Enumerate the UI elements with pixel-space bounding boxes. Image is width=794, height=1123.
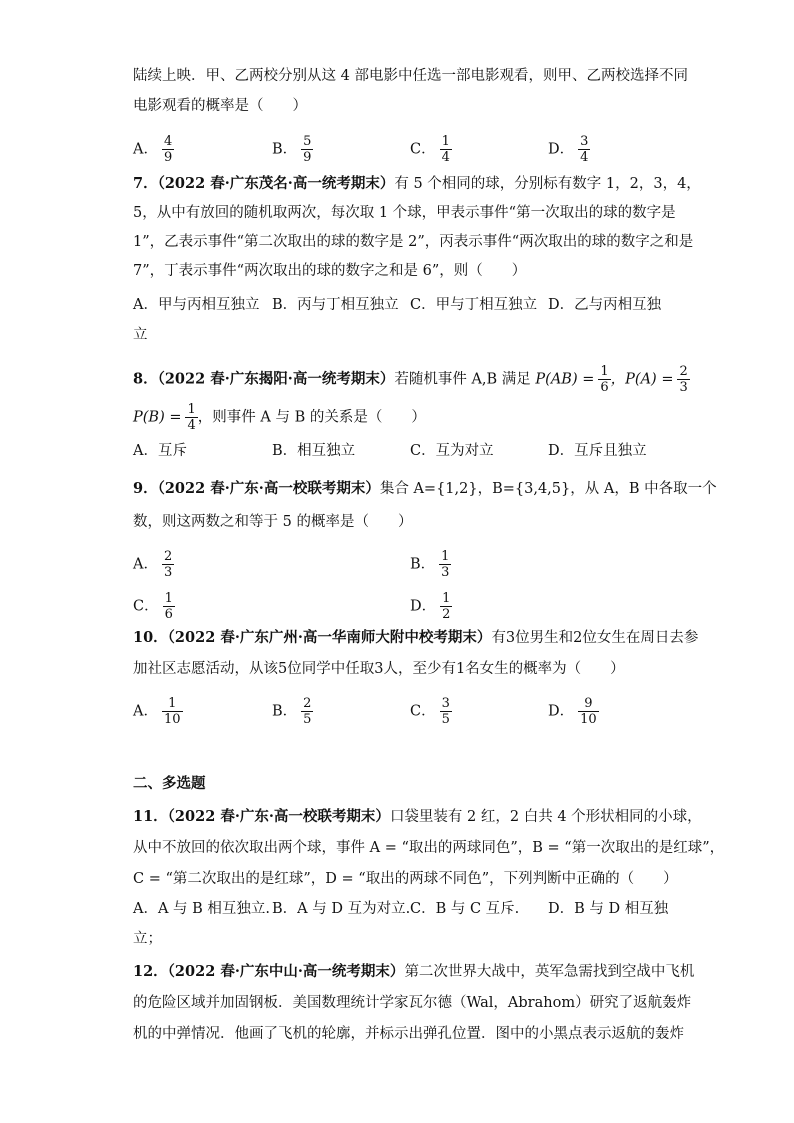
q12-heading: 12．（2022 春·广东中山·高一统考期末） bbox=[133, 963, 405, 980]
q10-option-c[interactable]: C． $\frac{3}{5}$ bbox=[410, 696, 450, 727]
q10-heading: 10．（2022 春·广东广州·高一华南师大附中校考期末） bbox=[133, 629, 492, 646]
q9-option-d[interactable]: D． $\frac{1}{2}$ bbox=[410, 591, 451, 622]
q8-option-d[interactable]: D．互斥且独立 bbox=[548, 443, 647, 459]
section-title-multiple-choice: 二、多选题 bbox=[133, 775, 206, 792]
q8-line-2: P(B) = $\frac{1}{4}$ ，则事件 A 与 B 的关系是（ ） bbox=[133, 402, 426, 433]
q10-line-1: 10．（2022 春·广东广州·高一华南师大附中校考期末）有3位男生和2位女生在周日去参 bbox=[133, 629, 699, 646]
q11-option-b[interactable]: B．A 与 D 互为对立. bbox=[272, 901, 411, 917]
q6-option-b[interactable]: B． $\frac{5}{9}$ bbox=[272, 134, 312, 165]
q12-line-1: 12．（2022 春·广东中山·高一统考期末）第二次世界大战中，英军急需找到空战中飞机 bbox=[133, 963, 695, 980]
q8-option-b[interactable]: B．相互独立 bbox=[272, 443, 356, 459]
q6-option-d[interactable]: D． $\frac{3}{4}$ bbox=[548, 134, 589, 165]
q8-heading: 8．（2022 春·广东揭阳·高一统考期末） bbox=[133, 370, 395, 388]
q7-line-4: 7”，丁表示事件“两次取出的球的数字之和是 6”，则（ ） bbox=[133, 263, 527, 279]
q10-option-b[interactable]: B． $\frac{2}{5}$ bbox=[272, 696, 312, 727]
q8-option-a[interactable]: A．互斥 bbox=[133, 443, 187, 459]
q7-option-b[interactable]: B．丙与丁相互独立 bbox=[272, 297, 399, 313]
q11-line-2: 从中不放回的依次取出两个球，事件 A = “取出的两球同色”，B = “第一次取出的是红球”， bbox=[133, 840, 725, 856]
q6-option-c[interactable]: C． $\frac{1}{4}$ bbox=[410, 134, 450, 165]
q9-line-1: 9．（2022 春·广东·高一校联考期末）集合 A={1,2}，B={3,4,5}，从 A，B 中各取一个 bbox=[133, 480, 717, 497]
q10-line-2: 加社区志愿活动，从该5位同学中任取3人，至少有1名女生的概率为（ ） bbox=[133, 661, 625, 677]
q7-heading: 7．（2022 春·广东茂名·高一统考期末） bbox=[133, 175, 395, 192]
q6-line-2: 电影观看的概率是（ ） bbox=[133, 98, 307, 114]
q11-option-a[interactable]: A．A 与 B 相互独立. bbox=[133, 901, 271, 917]
q6-line-1: 陆续上映．甲、乙两校分别从这 4 部电影中任选一部电影观看，则甲、乙两校选择不同 bbox=[133, 68, 688, 84]
q8-line-1: 8．（2022 春·广东揭阳·高一统考期末）若随机事件 A,B 满足 P(AB) = $\frac{1}{6}$ ，P(A) = $\frac{2}{3}$ bbox=[133, 364, 688, 395]
q9-heading: 9．（2022 春·广东·高一校联考期末） bbox=[133, 480, 380, 497]
q7-option-d-wrap: 立 bbox=[133, 327, 148, 343]
q8-option-c[interactable]: C．互为对立 bbox=[410, 443, 494, 459]
q11-option-d[interactable]: D．B 与 D 相互独 bbox=[548, 901, 669, 917]
q11-line-3: C = “第二次取出的是红球”，D = “取出的两球不同色”，下列判断中正确的（ ） bbox=[133, 871, 678, 887]
q9-option-b[interactable]: B． $\frac{1}{3}$ bbox=[410, 549, 450, 580]
q7-line-1: 7．（2022 春·广东茂名·高一统考期末）有 5 个相同的球，分别标有数字 1，2，3，4， bbox=[133, 175, 701, 192]
q10-option-a[interactable]: A． $\frac{1}{10}$ bbox=[133, 696, 181, 727]
q12-line-2: 的危险区域并加固钢板．美国数理统计学家瓦尔德（Wal，Abrahom）研究了返航轰炸 bbox=[133, 995, 692, 1011]
q6-option-a[interactable]: A． $\frac{4}{9}$ bbox=[133, 134, 173, 165]
q11-option-c[interactable]: C．B 与 C 互斥. bbox=[410, 901, 520, 917]
q11-line-1: 11．（2022 春·广东·高一校联考期末）口袋里装有 2 红，2 白共 4 个形状相同的小球， bbox=[133, 808, 702, 825]
q6-options bbox=[0, 124, 794, 164]
q12-line-3: 机的中弹情况．他画了飞机的轮廓，并标示出弹孔位置．图中的小黑点表示返航的轰炸 bbox=[133, 1026, 684, 1042]
q11-option-d-wrap: 立； bbox=[133, 931, 162, 947]
q7-option-c[interactable]: C．甲与丁相互独立 bbox=[410, 297, 538, 313]
q9-option-c[interactable]: C． $\frac{1}{6}$ bbox=[133, 591, 173, 622]
q7-line-2: 5，从中有放回的随机取两次，每次取 1 个球，甲表示事件“第一次取出的球的数字是 bbox=[133, 205, 676, 221]
q7-option-a[interactable]: A．甲与丙相互独立 bbox=[133, 297, 260, 313]
q11-heading: 11．（2022 春·广东·高一校联考期末） bbox=[133, 808, 390, 825]
q7-line-3: 1”，乙表示事件“第二次取出的球的数字是 2”，丙表示事件“两次取出的球的数字之和是 bbox=[133, 234, 694, 250]
q9-option-a[interactable]: A． $\frac{2}{3}$ bbox=[133, 549, 173, 580]
q10-option-d[interactable]: D． $\frac{9}{10}$ bbox=[548, 696, 597, 727]
q7-option-d[interactable]: D．乙与丙相互独 bbox=[548, 297, 662, 313]
q9-line-2: 数，则这两数之和等于 5 的概率是（ ） bbox=[133, 514, 413, 530]
